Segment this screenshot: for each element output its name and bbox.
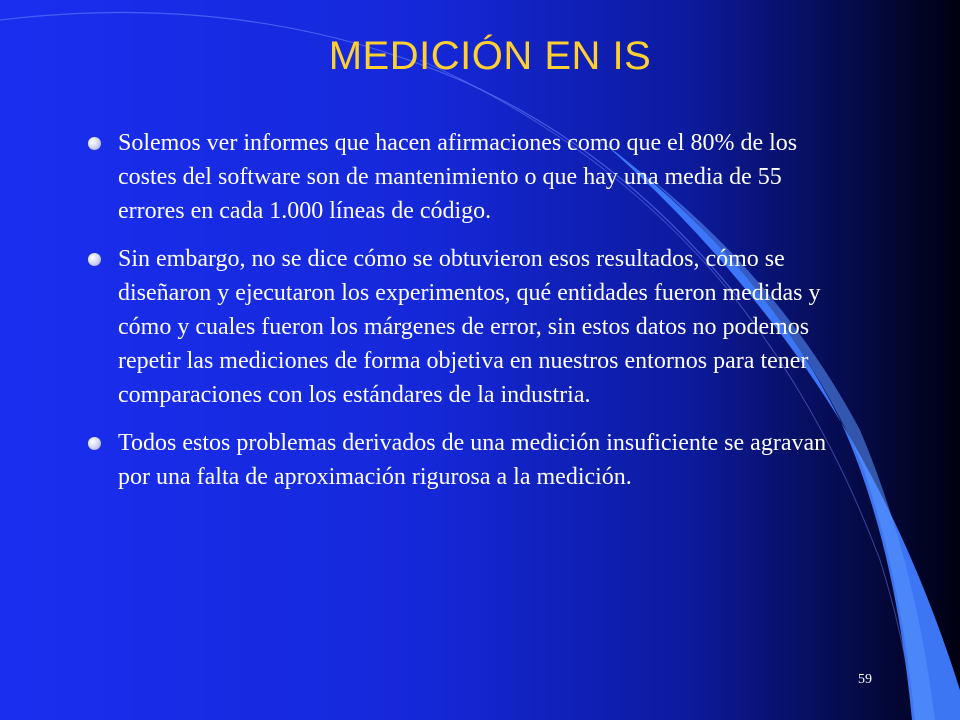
bullet-item (88, 126, 848, 228)
page-number: 59 (858, 672, 872, 687)
bullet-item (88, 426, 848, 494)
bullet-text: Solemos ver informes que hacen afirmaciones como que el 80% de los costes del software son de mantenimiento o que hay una media de 55 errores en cada 1.000 líneas de código. (118, 130, 798, 224)
bullet-dot-icon (88, 137, 101, 150)
bullet-text: Sin embargo, no se dice cómo se obtuvieron esos resultados, cómo se diseñaron y ejecutaron los experimentos, qué entidades fueron medidas y cómo y cuales fueron los márgenes de error, sin estos datos no podemos repetir las mediciones de forma objetiva en nuestros entornos para tener comparaciones con los estándares de la industria. (118, 246, 821, 408)
bullet-dot-icon (88, 437, 101, 450)
bullet-text: Todos estos problemas derivados de una medición insuficiente se agravan por una falta de aproximación rigurosa a la medición. (118, 430, 827, 490)
bullet-list (88, 126, 848, 508)
bullet-item (88, 242, 848, 412)
bullet-dot-icon (88, 253, 101, 266)
slide-title: MEDICIÓN EN IS (328, 34, 652, 78)
